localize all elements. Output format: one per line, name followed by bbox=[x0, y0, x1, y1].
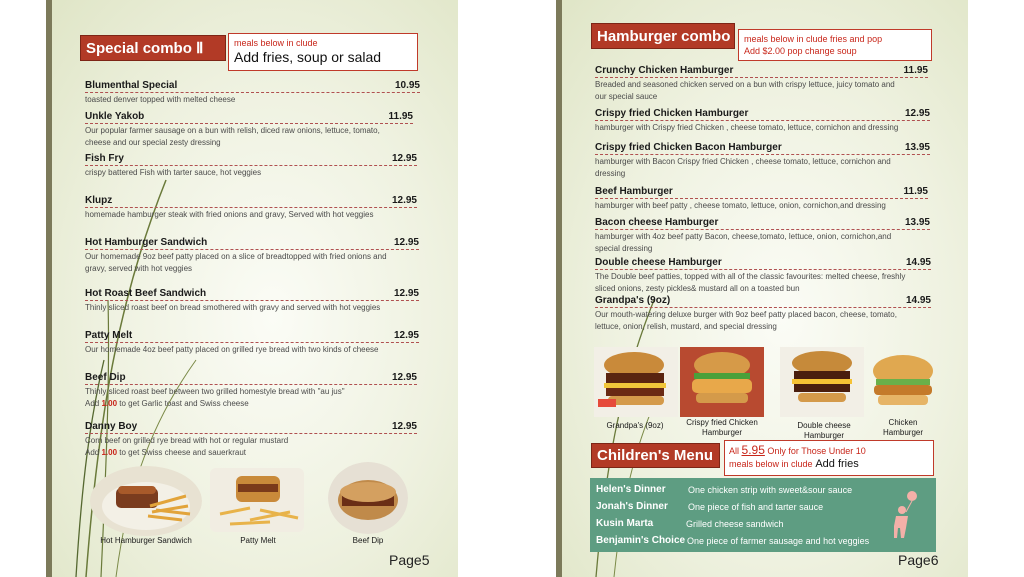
menu-item bbox=[85, 111, 413, 151]
food-photo-hot-hamburger-sandwich bbox=[90, 466, 202, 536]
photo-caption: Double cheese Hamburger bbox=[797, 421, 851, 440]
hamburger-combo-note bbox=[738, 29, 932, 61]
item-price: 11.95 bbox=[903, 186, 928, 197]
menu-item bbox=[85, 80, 420, 110]
hamburger-combo-title: Hamburger combo bbox=[597, 27, 731, 45]
item-description: hamburger with 4oz beef patty Bacon, cheese,tomato, lettuce, onion, cornichon,and special dressing bbox=[595, 232, 892, 253]
food-photo-crispy-chicken bbox=[680, 347, 764, 417]
hamburger-combo-header bbox=[591, 23, 735, 49]
dotted-leader bbox=[85, 300, 419, 301]
photo-caption: Grandpa's (9oz) bbox=[606, 421, 664, 430]
kid-item-name: Kusin Marta bbox=[596, 518, 654, 529]
photo-caption: Chicken Hamburger bbox=[882, 418, 923, 437]
menu-item bbox=[85, 153, 417, 183]
item-description: hamburger with Crispy fried Chicken , cheese tomato, lettuce, cornichon and dressing bbox=[595, 123, 899, 132]
item-price: 12.95 bbox=[391, 195, 417, 206]
kid-item-name: Jonah's Dinner bbox=[596, 501, 668, 512]
note-includes: meals below in clude bbox=[234, 38, 318, 48]
dotted-leader bbox=[595, 77, 928, 78]
menu-page-6 bbox=[556, 0, 968, 577]
item-price: 12.95 bbox=[391, 421, 417, 432]
special-combo-header bbox=[80, 35, 226, 61]
menu-item bbox=[595, 295, 931, 335]
item-name: Klupz bbox=[85, 195, 113, 206]
dotted-leader bbox=[85, 342, 419, 343]
menu-item bbox=[85, 195, 417, 225]
item-description: hamburger with beef patty , cheese tomato, lettuce, onion, cornichon,and dressing bbox=[595, 201, 886, 210]
dotted-leader bbox=[85, 433, 417, 434]
item-description: hamburger with Bacon Crispy fried Chicken , cheese tomato, lettuce, cornichon and dressing bbox=[595, 157, 891, 178]
childrens-menu-panel bbox=[590, 478, 936, 552]
item-price: 12.95 bbox=[393, 237, 419, 248]
menu-item bbox=[595, 65, 928, 105]
item-name: Crispy fried Chicken Bacon Hamburger bbox=[595, 142, 782, 153]
childrens-menu-note bbox=[724, 440, 934, 476]
item-name: Crunchy Chicken Hamburger bbox=[595, 65, 734, 76]
item-description: crispy battered Fish with tarter sauce, hot veggies bbox=[85, 168, 262, 177]
kid-item-name: Benjamin's Choice bbox=[596, 535, 686, 546]
menu-item bbox=[595, 142, 930, 182]
dotted-leader bbox=[595, 120, 930, 121]
item-name: Blumenthal Special bbox=[85, 80, 178, 91]
dotted-leader bbox=[85, 384, 417, 385]
item-price: 12.95 bbox=[393, 288, 419, 299]
item-description: Our popular farmer sausage on a bun with relish, diced raw onions, lettuce, tomato, cheese and our special zesty dressing bbox=[85, 126, 380, 147]
item-name: Hot Roast Beef Sandwich bbox=[85, 288, 207, 299]
menu-item bbox=[85, 330, 419, 360]
item-price: 14.95 bbox=[905, 295, 931, 306]
item-price: 11.95 bbox=[388, 111, 413, 122]
item-name: Beef Dip bbox=[85, 372, 126, 383]
photo-caption: Crispy fried Chicken Hamburger bbox=[686, 418, 758, 437]
item-description: homemade hamburger steak with fried onions and gravy, Served with hot veggies bbox=[85, 210, 374, 219]
item-price: 12.95 bbox=[391, 372, 417, 383]
item-name: Unkle Yakob bbox=[85, 111, 145, 122]
dotted-leader bbox=[85, 207, 417, 208]
balloon-child-icon bbox=[892, 490, 924, 538]
kid-item-description: Grilled cheese sandwich bbox=[686, 519, 784, 529]
dotted-leader bbox=[595, 154, 930, 155]
dotted-leader bbox=[595, 307, 931, 308]
dotted-leader bbox=[595, 269, 931, 270]
page-number: Page6 bbox=[898, 552, 939, 568]
item-price: 13.95 bbox=[904, 217, 930, 228]
item-name: Patty Melt bbox=[85, 330, 133, 341]
menu-item bbox=[85, 237, 419, 277]
menu-page-5 bbox=[46, 0, 458, 577]
special-combo-note bbox=[228, 33, 418, 71]
kid-item-description: One piece of fish and tarter sauce bbox=[688, 502, 824, 512]
dotted-leader bbox=[85, 165, 417, 166]
photo-caption: Patty Melt bbox=[240, 536, 276, 545]
item-price: 12.95 bbox=[391, 153, 417, 164]
note-add-fries: meals below in clude Add fries bbox=[729, 458, 859, 470]
food-photo-beef-dip bbox=[328, 462, 408, 534]
item-description: Our homemade 4oz beef patty placed on grilled rye bread with two kinds of cheese bbox=[85, 345, 379, 354]
page-number: Page5 bbox=[389, 552, 430, 568]
item-description: Our homemade 9oz beef patty placed on a slice of breadtopped with fried onions and gravy, served with hot veggies bbox=[85, 252, 387, 273]
note-add-sides: Add fries, soup or salad bbox=[234, 49, 382, 65]
photo-caption: Hot Hamburger Sandwich bbox=[100, 536, 192, 545]
item-name: Bacon cheese Hamburger bbox=[595, 217, 719, 228]
menu-item bbox=[85, 421, 417, 461]
item-name: Danny Boy bbox=[85, 421, 138, 432]
item-price: 14.95 bbox=[905, 257, 931, 268]
item-name: Hot Hamburger Sandwich bbox=[85, 237, 208, 248]
dotted-leader bbox=[85, 249, 419, 250]
food-photo-double-cheese bbox=[780, 347, 864, 417]
food-photo-grandpas bbox=[594, 347, 678, 417]
item-description: The Double beef patties, topped with all of the classic favourites: melted cheese, freshly sliced onions, zesty pickles& mustard all on a toasted bun bbox=[595, 272, 906, 293]
item-description: Thinly sliced roast beef between two grilled homestyle bread with "au jus" Add 1.00 to get Garlic toast and Swiss cheese bbox=[85, 387, 345, 408]
childrens-menu-header bbox=[591, 443, 720, 468]
note-includes: meals below in clude fries and pop bbox=[744, 34, 883, 44]
menu-item bbox=[595, 108, 930, 136]
item-price: 10.95 bbox=[394, 80, 420, 91]
dotted-leader bbox=[595, 229, 930, 230]
item-price: 11.95 bbox=[903, 65, 928, 76]
item-name: Grandpa's (9oz) bbox=[595, 295, 671, 306]
dotted-leader bbox=[595, 198, 928, 199]
kid-item-name: Helen's Dinner bbox=[596, 484, 666, 495]
item-name: Crispy fried Chicken Hamburger bbox=[595, 108, 749, 119]
item-description: toasted denver topped with melted cheese bbox=[85, 95, 236, 104]
food-photo-chicken-hamburger bbox=[870, 351, 936, 415]
note-price-age: All 5.95 Only for Those Under 10 bbox=[729, 443, 866, 457]
menu-item bbox=[595, 217, 930, 257]
item-name: Beef Hamburger bbox=[595, 186, 673, 197]
menu-item bbox=[85, 372, 417, 412]
kid-item-description: One piece of farmer sausage and hot veggies bbox=[687, 536, 870, 546]
dotted-leader bbox=[85, 123, 413, 124]
menu-item bbox=[85, 288, 419, 318]
childrens-menu-title: Children's Menu bbox=[597, 447, 714, 464]
item-price: 13.95 bbox=[904, 142, 930, 153]
burger-photo-strip bbox=[594, 347, 938, 419]
kid-item-description: One chicken strip with sweet&sour sauce bbox=[688, 485, 853, 495]
photo-caption: Beef Dip bbox=[352, 536, 384, 545]
menu-item bbox=[595, 257, 931, 297]
page-spine bbox=[556, 0, 562, 577]
item-name: Double cheese Hamburger bbox=[595, 257, 722, 268]
food-photo-patty-melt bbox=[210, 468, 304, 532]
special-combo-title: Special combo Ⅱ bbox=[86, 40, 204, 57]
item-price: 12.95 bbox=[904, 108, 930, 119]
item-description: Our mouth-watering deluxe burger with 9oz beef patty placed bacon, cheese, tomato, lettuce, onion, relish, mustard, and special dressing bbox=[595, 310, 897, 331]
item-price: 12.95 bbox=[393, 330, 419, 341]
item-description: Thinly sliced roast beef on bread smothered with gravy and served with hot veggies bbox=[85, 303, 381, 312]
menu-item bbox=[595, 186, 928, 214]
item-description: Corn beef on grilled rye bread with hot or regular mustard Add 1.00 to get Swiss cheese and sauerkraut bbox=[85, 436, 289, 457]
page-spine bbox=[46, 0, 52, 577]
item-description: Breaded and seasoned chicken served on a bun with crispy lettuce, juicy tomato and our special sauce bbox=[595, 80, 895, 101]
note-pop-change: Add $2.00 pop change soup bbox=[744, 46, 857, 56]
dotted-leader bbox=[85, 92, 420, 93]
item-name: Fish Fry bbox=[85, 153, 124, 164]
